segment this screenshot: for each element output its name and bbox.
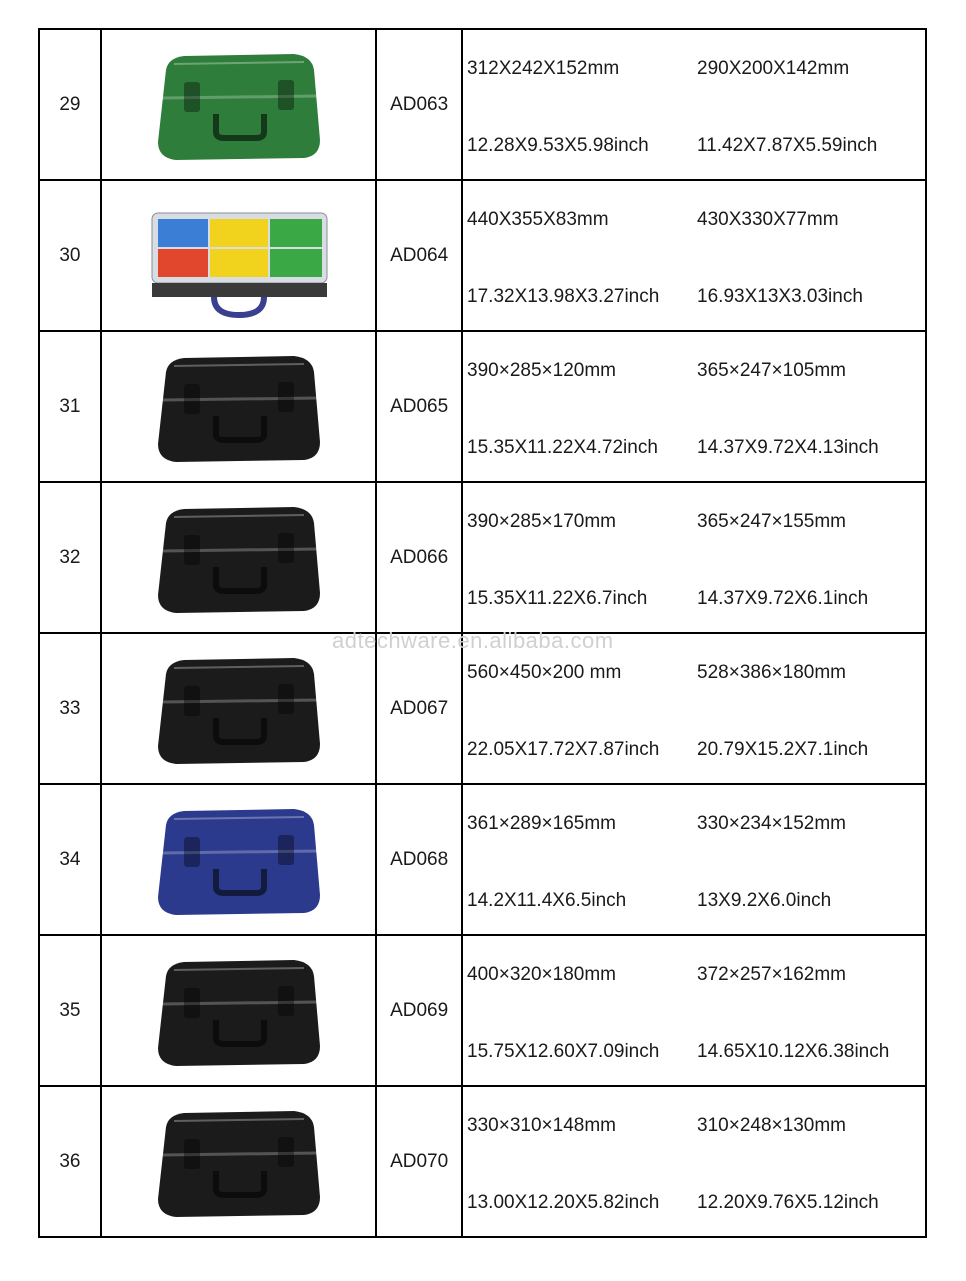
table-row	[38, 481, 927, 632]
dimensions-mm-line	[467, 1115, 925, 1137]
inner-dimensions-mm: 290X200X142mm	[697, 58, 850, 79]
outer-dimensions-mm: 400×320×180mm	[467, 964, 616, 985]
black-hard-case-icon	[144, 644, 334, 774]
outer-dimensions-inch: 15.35X11.22X6.7inch	[467, 588, 648, 609]
table-row	[38, 632, 927, 783]
item-number: 36	[40, 1087, 102, 1236]
dimensions	[463, 634, 925, 783]
item-number: 34	[40, 785, 102, 934]
table-row	[38, 28, 927, 179]
dimensions	[463, 936, 925, 1085]
dimensions-mm-line	[467, 662, 925, 684]
dimensions	[463, 785, 925, 934]
dimensions-inch-line	[467, 437, 925, 459]
product-image	[102, 936, 377, 1085]
organizer-case-icon	[144, 191, 334, 321]
model-code: AD063	[377, 30, 463, 179]
inner-dimensions-inch: 16.93X13X3.03inch	[697, 286, 863, 307]
inner-dimensions-mm: 365×247×105mm	[697, 360, 846, 381]
dimensions-mm-line	[467, 964, 925, 986]
dimensions	[463, 181, 925, 330]
table-row	[38, 179, 927, 330]
dimensions	[463, 30, 925, 179]
watermark: adtechware.en.alibaba.com	[332, 628, 614, 653]
model-code: AD064	[377, 181, 463, 330]
model-code: AD067	[377, 634, 463, 783]
inner-dimensions-inch: 14.65X10.12X6.38inch	[697, 1041, 890, 1062]
item-number: 33	[40, 634, 102, 783]
table-row	[38, 783, 927, 934]
outer-dimensions-inch: 12.28X9.53X5.98inch	[467, 135, 649, 156]
dimensions-inch-line	[467, 588, 925, 610]
model-code: AD070	[377, 1087, 463, 1236]
product-image	[102, 483, 377, 632]
item-number: 35	[40, 936, 102, 1085]
black-hard-case-icon	[144, 342, 334, 472]
model-code: AD066	[377, 483, 463, 632]
dimensions-inch-line	[467, 1041, 925, 1063]
table-row	[38, 934, 927, 1085]
inner-dimensions-mm: 310×248×130mm	[697, 1115, 846, 1136]
outer-dimensions-mm: 330×310×148mm	[467, 1115, 616, 1136]
item-number: 32	[40, 483, 102, 632]
model-code: AD068	[377, 785, 463, 934]
outer-dimensions-inch: 13.00X12.20X5.82inch	[467, 1192, 660, 1213]
outer-dimensions-mm: 440X355X83mm	[467, 209, 609, 230]
outer-dimensions-mm: 390×285×120mm	[467, 360, 616, 381]
dimensions-mm-line	[467, 360, 925, 382]
inner-dimensions-inch: 14.37X9.72X6.1inch	[697, 588, 869, 609]
inner-dimensions-inch: 14.37X9.72X4.13inch	[697, 437, 879, 458]
black-hard-case-icon	[144, 493, 334, 623]
blue-hard-case-icon	[144, 795, 334, 925]
dimensions-inch-line	[467, 1192, 925, 1214]
table-row	[38, 330, 927, 481]
model-code: AD065	[377, 332, 463, 481]
table-row	[38, 1085, 927, 1238]
outer-dimensions-inch: 17.32X13.98X3.27inch	[467, 286, 660, 307]
dimensions-inch-line	[467, 135, 925, 157]
dimensions-mm-line	[467, 813, 925, 835]
inner-dimensions-inch: 11.42X7.87X5.59inch	[697, 135, 878, 156]
outer-dimensions-mm: 312X242X152mm	[467, 58, 620, 79]
inner-dimensions-inch: 13X9.2X6.0inch	[697, 890, 832, 911]
dimensions	[463, 332, 925, 481]
dimensions-inch-line	[467, 286, 925, 308]
item-number: 29	[40, 30, 102, 179]
outer-dimensions-inch: 15.75X12.60X7.09inch	[467, 1041, 660, 1062]
product-image	[102, 785, 377, 934]
item-number: 31	[40, 332, 102, 481]
black-hard-case-icon	[144, 1097, 334, 1227]
inner-dimensions-mm: 372×257×162mm	[697, 964, 846, 985]
dimensions-mm-line	[467, 58, 925, 80]
inner-dimensions-mm: 330×234×152mm	[697, 813, 846, 834]
item-number: 30	[40, 181, 102, 330]
inner-dimensions-inch: 12.20X9.76X5.12inch	[697, 1192, 879, 1213]
inner-dimensions-mm: 528×386×180mm	[697, 662, 846, 683]
product-image	[102, 1087, 377, 1236]
inner-dimensions-mm: 430X330X77mm	[697, 209, 839, 230]
dimensions-inch-line	[467, 739, 925, 761]
outer-dimensions-inch: 15.35X11.22X4.72inch	[467, 437, 658, 458]
outer-dimensions-inch: 14.2X11.4X6.5inch	[467, 890, 627, 911]
dimensions-mm-line	[467, 511, 925, 533]
outer-dimensions-mm: 361×289×165mm	[467, 813, 616, 834]
black-hard-case-icon	[144, 946, 334, 1076]
product-image	[102, 30, 377, 179]
dimensions	[463, 483, 925, 632]
outer-dimensions-mm: 560×450×200 mm	[467, 662, 622, 683]
product-image	[102, 634, 377, 783]
product-image	[102, 181, 377, 330]
product-image	[102, 332, 377, 481]
green-hard-case-icon	[144, 40, 334, 170]
dimensions-mm-line	[467, 209, 925, 231]
outer-dimensions-inch: 22.05X17.72X7.87inch	[467, 739, 660, 760]
inner-dimensions-mm: 365×247×155mm	[697, 511, 846, 532]
dimensions-inch-line	[467, 890, 925, 912]
model-code: AD069	[377, 936, 463, 1085]
inner-dimensions-inch: 20.79X15.2X7.1inch	[697, 739, 869, 760]
dimensions	[463, 1087, 925, 1236]
outer-dimensions-mm: 390×285×170mm	[467, 511, 616, 532]
